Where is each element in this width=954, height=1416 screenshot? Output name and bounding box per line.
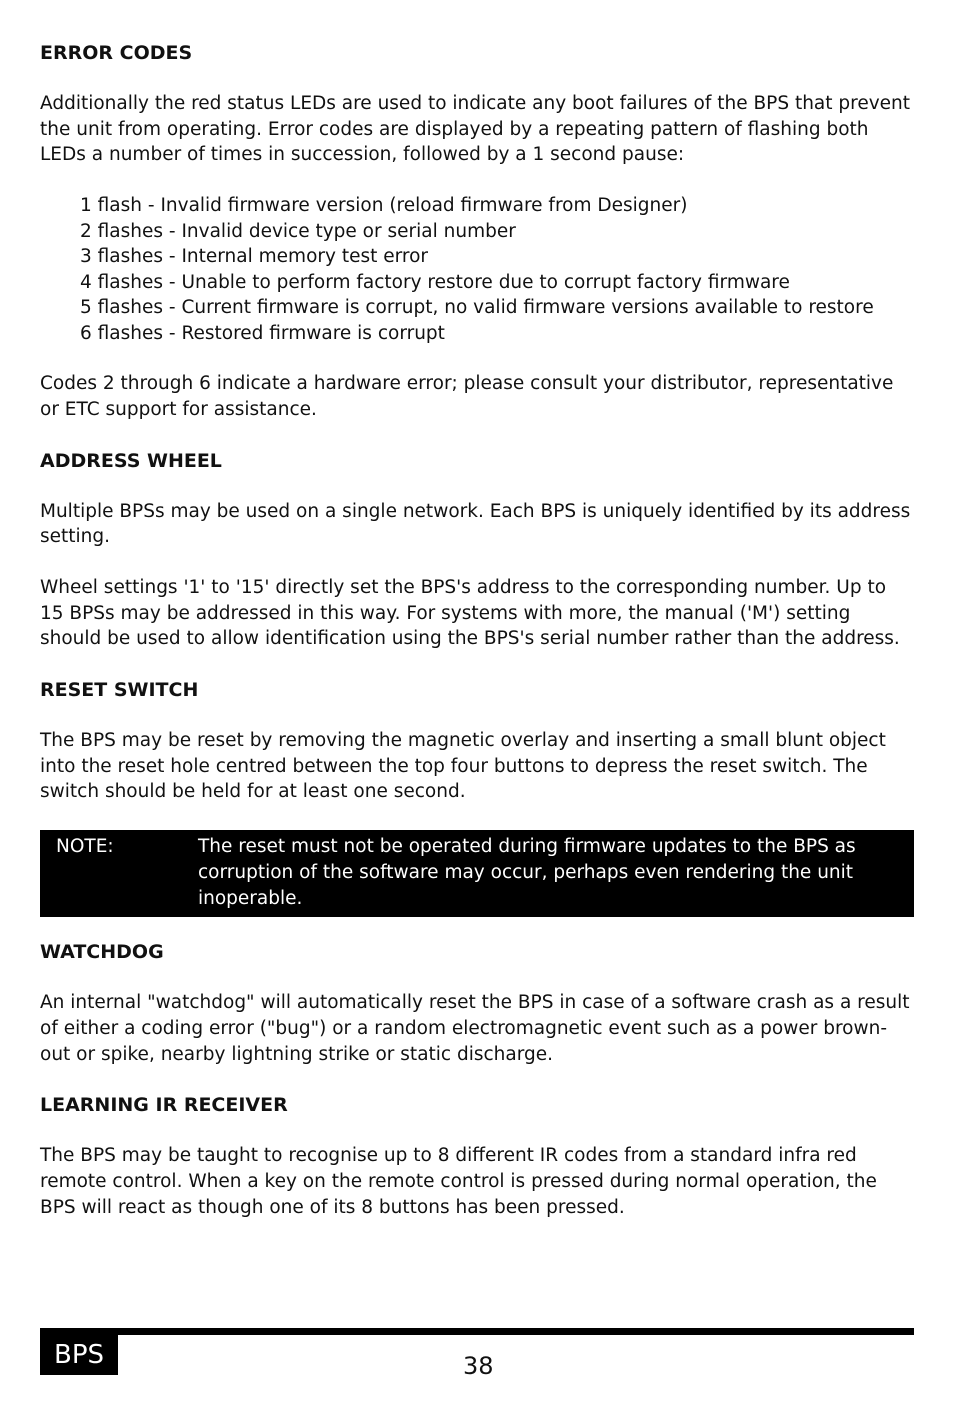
page-number: 38 — [463, 1352, 494, 1380]
heading-address-wheel: ADDRESS WHEEL — [40, 449, 222, 472]
error-codes-intro: Additionally the red status LEDs are used to indicate any boot failures of the BPS that prevent the unit from operating. Error codes are displayed by a repeating pattern of flashing both LEDs a number of times in succession, followed by a 1 second pause: — [40, 93, 911, 166]
error-codes-list — [40, 193, 914, 346]
note-label: NOTE: — [56, 836, 114, 858]
footer-badge: BPS — [40, 1335, 118, 1375]
list-item: 3 flashes - Internal memory test error — [80, 246, 429, 268]
list-item: 2 flashes - Invalid device type or serial number — [80, 220, 516, 242]
heading-error-codes: ERROR CODES — [40, 42, 193, 64]
note-box — [40, 830, 914, 917]
list-item: 4 flashes - Unable to perform factory restore due to corrupt factory firmware — [80, 271, 790, 293]
footer-rule — [40, 1328, 914, 1335]
list-item: 5 flashes - Current firmware is corrupt, no valid firmware versions available to restore — [80, 297, 874, 319]
watchdog-para: An internal "watchdog" will automatically reset the BPS in case of a software crash as a result of either a coding error ("bug") or a random electromagnetic event such as a power brown-out or spike, nearby lightning strike or static discharge. — [40, 992, 910, 1065]
heading-reset-switch: RESET SWITCH — [40, 679, 199, 702]
document-page — [40, 40, 914, 1245]
heading-watchdog: WATCHDOG — [40, 941, 164, 964]
list-item: 1 flash - Invalid firmware version (reload firmware from Designer) — [80, 195, 688, 217]
address-wheel-para-2: Wheel settings '1' to '15' directly set the BPS's address to the corresponding number. Up to 15 BPSs may be addressed in this way. For systems with more, the manual ('M') setting should be used to allow identification using the BPS's serial number rather than the address. — [40, 576, 900, 650]
reset-switch-para: The BPS may be reset by removing the magnetic overlay and inserting a small blunt object into the reset hole centred between the top four buttons to depress the reset switch. The switch should be held for at least one second. — [40, 730, 886, 803]
note-text: The reset must not be operated during firmware updates to the BPS as corruption of the software may occur, perhaps even rendering the unit inoperable. — [198, 836, 856, 909]
learning-ir-para: The BPS may be taught to recognise up to 8 different IR codes from a standard infra red remote control. When a key on the remote control is pressed during normal operation, the BPS will react as though one of its 8 buttons has been pressed. — [40, 1145, 877, 1218]
list-item: 6 flashes - Restored firmware is corrupt — [80, 322, 445, 344]
address-wheel-para-1: Multiple BPSs may be used on a single network. Each BPS is uniquely identified by its address setting. — [40, 500, 911, 548]
heading-learning-ir-receiver: LEARNING IR RECEIVER — [40, 1094, 288, 1117]
error-codes-outro: Codes 2 through 6 indicate a hardware error; please consult your distributor, representative or ETC support for assistance. — [40, 373, 894, 420]
